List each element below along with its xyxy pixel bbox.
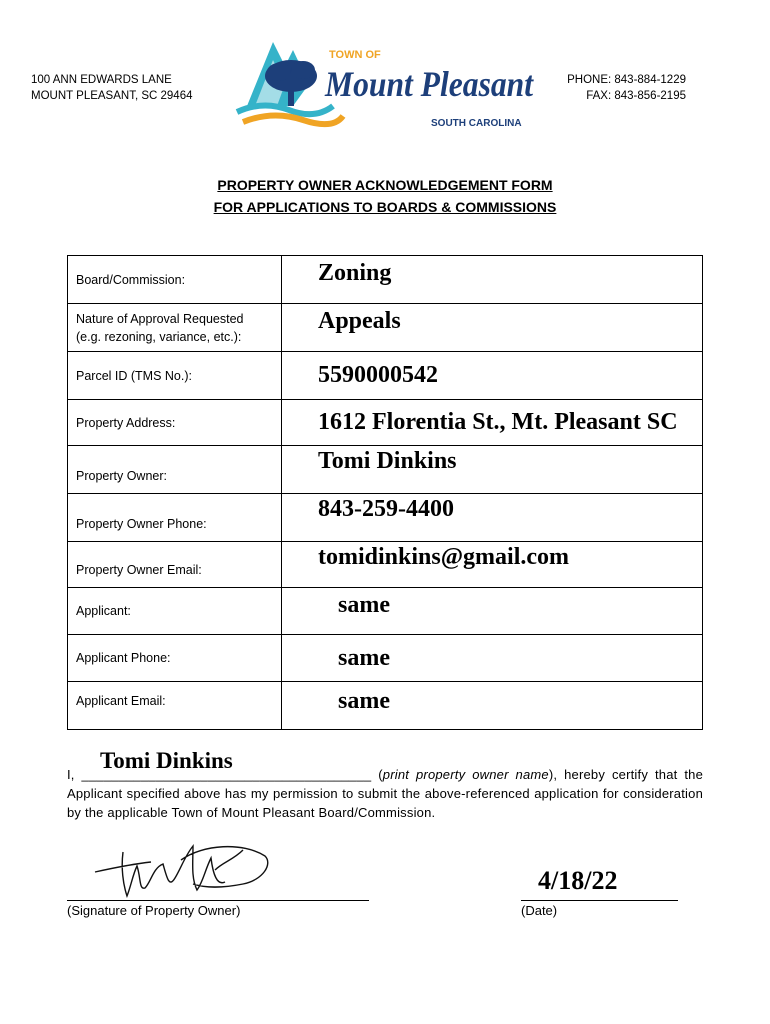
value-board-commission[interactable]: Zoning — [282, 256, 703, 304]
value-property-owner-phone[interactable]: 843-259-4400 — [282, 494, 703, 542]
row-applicant-email — [68, 682, 703, 730]
label-property-owner-email: Property Owner Email: — [68, 542, 282, 588]
date-value[interactable]: 4/18/22 — [538, 866, 618, 895]
label-board-commission: Board/Commission: — [68, 256, 282, 304]
print-name-hint: print property owner name — [382, 767, 549, 782]
label-applicant-email: Applicant Email: — [68, 682, 282, 730]
label-nature-of-approval — [68, 304, 282, 352]
label-property-owner-phone: Property Owner Phone: — [68, 494, 282, 542]
certify-owner-name[interactable]: Tomi Dinkins — [100, 748, 233, 773]
town-contact — [567, 72, 686, 104]
value-applicant-email[interactable]: same — [282, 682, 703, 730]
label-nature-line-1: Nature of Approval Requested — [76, 311, 244, 326]
row-applicant — [68, 588, 703, 635]
row-property-owner — [68, 446, 703, 494]
certification-paragraph: I, _______________________________________ (print property owner name), hereby certify that the Applicant specified above has my permission to submit the above-referenced application for consideration by the applicable Town of Mount Pleasant Board/Commission. — [67, 767, 704, 820]
row-nature-of-approval — [68, 304, 703, 352]
fax-text: FAX: 843-856-2195 — [586, 90, 686, 102]
label-parcel-id: Parcel ID (TMS No.): — [68, 352, 282, 400]
logo-main-text: Mount Pleasant — [324, 64, 534, 104]
logo-state: SOUTH CAROLINA — [431, 118, 522, 129]
town-address — [31, 72, 193, 104]
mount-pleasant-logo — [233, 36, 539, 132]
address-line-1: 100 ANN EDWARDS LANE — [31, 74, 172, 86]
value-property-address[interactable]: 1612 Florentia St., Mt. Pleasant SC — [282, 400, 703, 446]
row-parcel-id — [68, 352, 703, 400]
value-applicant-phone[interactable]: same — [282, 635, 703, 682]
certify-text: ), hereby certify that the Applicant specified above has my permission to submit the above-referenced application for consideration by the applicable Town of Mount Pleasant Board/Commission. — [67, 767, 704, 820]
row-board-commission — [68, 256, 703, 304]
form-title-line-2: FOR APPLICATIONS TO BOARDS & COMMISSIONS — [213, 199, 557, 215]
owner-name-blank: _______________________________________ — [81, 767, 372, 782]
value-applicant[interactable]: same — [282, 588, 703, 635]
row-applicant-phone — [68, 635, 703, 682]
value-nature-of-approval[interactable]: Appeals — [282, 304, 703, 352]
row-property-owner-phone — [68, 494, 703, 542]
label-nature-line-2: (e.g. rezoning, variance, etc.): — [76, 329, 242, 344]
value-parcel-id[interactable]: 5590000542 — [282, 352, 703, 400]
signature-label: (Signature of Property Owner) — [67, 903, 241, 918]
value-property-owner[interactable]: Tomi Dinkins — [282, 446, 703, 494]
application-info-table — [67, 255, 703, 730]
date-label: (Date) — [521, 903, 558, 918]
signature-line — [67, 900, 369, 901]
label-property-owner: Property Owner: — [68, 446, 282, 494]
owner-signature — [93, 838, 273, 900]
phone-text: PHONE: 843-884-1229 — [567, 74, 686, 86]
address-line-2: MOUNT PLEASANT, SC 29464 — [31, 90, 193, 102]
row-property-address — [68, 400, 703, 446]
label-applicant-phone: Applicant Phone: — [68, 635, 282, 682]
label-applicant: Applicant: — [68, 588, 282, 635]
form-title-line-1: PROPERTY OWNER ACKNOWLEDGEMENT FORM — [217, 177, 553, 193]
logo-town-of: TOWN OF — [329, 49, 381, 61]
certify-prefix: I, — [67, 767, 75, 782]
label-property-address: Property Address: — [68, 400, 282, 446]
row-property-owner-email — [68, 542, 703, 588]
value-property-owner-email[interactable]: tomidinkins@gmail.com — [282, 542, 703, 588]
date-line — [521, 900, 678, 901]
